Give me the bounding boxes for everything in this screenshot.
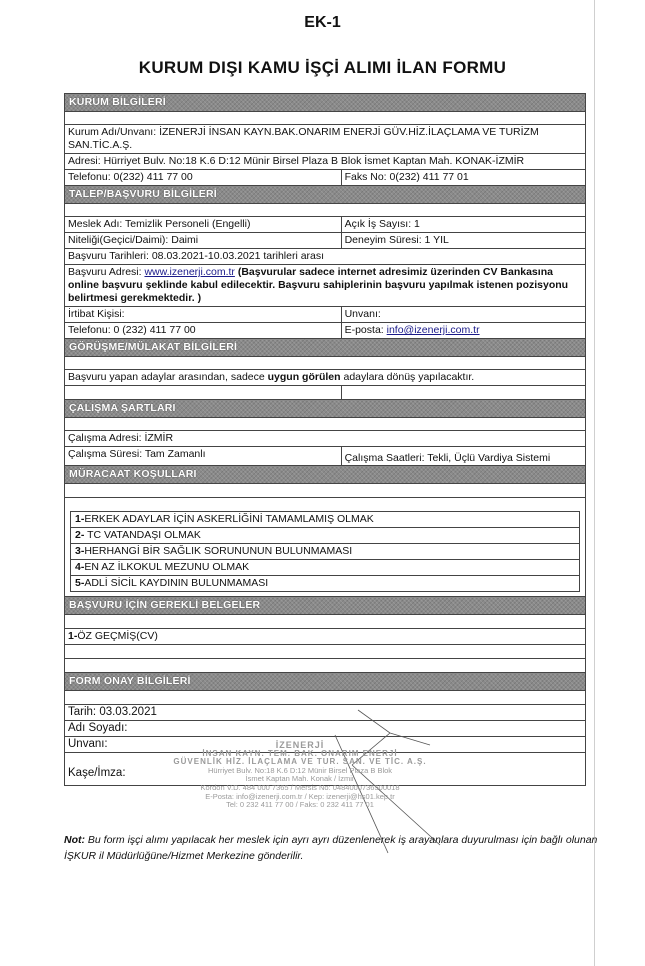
approval-date-row (64, 705, 586, 721)
stamp-line: Hürriyet Bulv. No:18 K.6 D:12 Münir Birsel Plaza B Blok (207, 765, 393, 775)
requirement-number: 4- (75, 561, 85, 573)
occupation-row (64, 217, 586, 233)
contact-row (64, 307, 586, 323)
section-header-request (64, 186, 586, 204)
stamp-line: Tel: 0 232 411 77 00 / Faks: 0 232 411 77 01 (226, 800, 374, 810)
requirement-number: 1- (75, 513, 85, 525)
institution-phone: Telefonu: 0(232) 411 77 00 (68, 171, 193, 183)
open-positions: Açık İş Sayısı: 1 (341, 217, 585, 232)
document-row (64, 629, 586, 645)
interview-text-post: adaylara dönüş yapılacaktır. (340, 371, 475, 383)
stamp-line: İNSAN KAYN. TEM. BAK. ONARIM ENERJİ (202, 748, 398, 758)
requirement-text: ADLİ SİCİL KAYDININ BULUNMAMASI (84, 577, 269, 589)
interview-text-pre: Başvuru yapan adaylar arasından, sadece (68, 371, 268, 383)
contact-email (341, 323, 585, 338)
requirement-number: 5- (75, 577, 85, 589)
section-header-requirements (64, 466, 586, 484)
section-header-label: MÜRACAAT KOŞULLARI (69, 468, 197, 480)
section-header-institution (64, 93, 586, 112)
approval-name-row (64, 721, 586, 737)
work-duration-row (64, 447, 586, 466)
work-hours: Çalışma Saatleri: Tekli, Üçlü Vardiya Sistemi (341, 447, 585, 465)
requirement-item (70, 511, 580, 527)
document-item (65, 629, 585, 644)
contact-phone: Telefonu: 0 (232) 411 77 00 (68, 324, 196, 336)
requirement-item (70, 543, 580, 559)
contact-person: İrtibat Kişisi: (68, 308, 125, 320)
annex-label: EK-1 (304, 14, 341, 31)
blank-row (64, 204, 586, 217)
blank-row (64, 112, 586, 125)
blank-split-row (64, 386, 586, 400)
section-header-interview (64, 339, 586, 357)
institution-row (64, 125, 586, 154)
application-dates: Başvuru Tarihleri: 08.03.2021-10.03.2021 tarihleri arası (68, 250, 325, 262)
institution-label: Kurum Adı/Unvanı: (68, 126, 157, 138)
contact-phone-row (64, 323, 586, 339)
application-url-link[interactable]: www.izenerji.com.tr (144, 266, 235, 278)
application-note: (Başvurular sadece internet adresimiz üzerinden CV Bankasına online başvuru şeklinde kabul edilecektir. Başvuru sahiplerinin başvuru yapılmak istenen pozisyonu belirtmesi gerekmektedir. ) (68, 266, 569, 304)
work-address: Çalışma Adresi: İZMİR (68, 432, 174, 444)
experience-duration: Deneyim Süresi: 1 YIL (341, 233, 585, 248)
institution-fax: Faks No: 0(232) 411 77 01 (341, 170, 585, 185)
application-address (65, 265, 585, 306)
note-label: Not: (64, 834, 85, 846)
blank-row (64, 645, 586, 659)
requirement-text: TC VATANDAŞI OLMAK (84, 529, 201, 541)
note-text: Bu form işçi alımı yapılacak her meslek için ayrı ayrı düzenlenerek iş arayanlara duyurulması için bağlı olunan İŞKUR il Müdürlüğüne/Hizmet Merkezine gönderilir. (64, 834, 598, 862)
email-label: E-posta: (344, 324, 384, 336)
contact-title: Unvanı: (341, 307, 585, 322)
approval-name: Adı Soyadı: (68, 722, 128, 734)
phone-fax-row (64, 170, 586, 186)
section-header-label: KURUM BİLGİLERİ (69, 96, 166, 108)
form-note (64, 832, 616, 864)
section-header-label: ÇALIŞMA ŞARTLARI (69, 402, 176, 414)
stamp-line: E-Posta: info@izenerji.com.tr / Kep: izenerji@hs01.kep.tr (205, 791, 395, 801)
document-text: ÖZ GEÇMİŞ(CV) (77, 630, 158, 642)
requirement-item (70, 527, 580, 543)
nature-row (64, 233, 586, 249)
section-header-work-conditions (64, 400, 586, 418)
section-header-approval (64, 673, 586, 691)
blank-row (64, 418, 586, 431)
stamp-line: İsmet Kaptan Mah. Konak / İzmir (245, 774, 355, 784)
requirement-text: ERKEK ADAYLAR İÇİN ASKERLİĞİNİ TAMAMLAMIŞ OLMAK (84, 513, 374, 525)
section-header-label: BAŞVURU İÇİN GEREKLİ BELGELER (69, 599, 261, 611)
section-header-documents (64, 597, 586, 615)
interview-row (64, 370, 586, 386)
institution-value: İZENERJİ İNSAN KAYN.BAK.ONARIM ENERJİ GÜV.HİZ.İLAÇLAMA VE TURİZM SAN.TİC.A.Ş. (68, 126, 539, 151)
blank-row (64, 615, 586, 629)
page-edge-line (594, 0, 595, 966)
blank-row (64, 484, 586, 498)
requirements-list (64, 498, 586, 597)
requirement-item (70, 575, 580, 592)
stamp-line: İZENERJİ (275, 740, 325, 750)
blank-row (64, 357, 586, 370)
blank-row (64, 691, 586, 705)
stamp-line: Kordon V.D. 484 000 7365 / Mersis No: 0484000736500018 (200, 782, 400, 792)
requirement-item (70, 559, 580, 575)
form-title: KURUM DIŞI KAMU İŞÇİ ALIMI İLAN FORMU (138, 58, 507, 77)
requirement-number: 3- (75, 545, 85, 557)
email-link[interactable]: info@izenerji.com.tr (386, 324, 480, 336)
application-address-row (64, 265, 586, 307)
job-nature: Niteliği(Geçici/Daimi): Daimi (68, 234, 199, 246)
blank-row (64, 659, 586, 673)
blank-cell (65, 386, 341, 399)
institution-cell (65, 125, 585, 153)
section-header-label: FORM ONAY BİLGİLERİ (69, 675, 191, 687)
approval-seal: Kaşe/İmza: (68, 767, 126, 779)
application-address-label: Başvuru Adresi: (68, 266, 142, 278)
institution-address: Adresi: Hürriyet Bulv. No:18 K.6 D:12 Münir Birsel Plaza B Blok İsmet Kaptan Mah. KONAK-İZMİR (68, 155, 525, 167)
form-sheet (64, 93, 586, 786)
requirement-number: 2- (75, 529, 85, 541)
address-row (64, 154, 586, 170)
dates-row (64, 249, 586, 265)
work-address-row (64, 431, 586, 447)
work-duration: Çalışma Süresi: Tam Zamanlı (68, 448, 206, 460)
document-number: 1- (68, 630, 78, 642)
approval-date: Tarih: 03.03.2021 (68, 706, 157, 718)
section-header-label: GÖRÜŞME/MÜLAKAT BİLGİLERİ (69, 341, 238, 353)
requirement-text: HERHANGİ BİR SAĞLIK SORUNUNUN BULUNMAMASI (84, 545, 353, 557)
stamp-line: GÜVENLİK HİZ. İLAÇLAMA VE TUR. SAN. VE TİC. A.Ş. (173, 757, 427, 767)
section-header-label: TALEP/BAŞVURU BİLGİLERİ (69, 188, 217, 200)
company-stamp (169, 741, 431, 810)
blank-cell (341, 386, 585, 399)
occupation-name: Meslek Adı: Temizlik Personeli (Engelli) (68, 218, 251, 230)
interview-text-bold: uygun görülen (267, 371, 341, 383)
approval-title: Unvanı: (68, 738, 108, 750)
interview-text (65, 370, 585, 385)
requirement-text: EN AZ İLKOKUL MEZUNU OLMAK (84, 561, 250, 573)
